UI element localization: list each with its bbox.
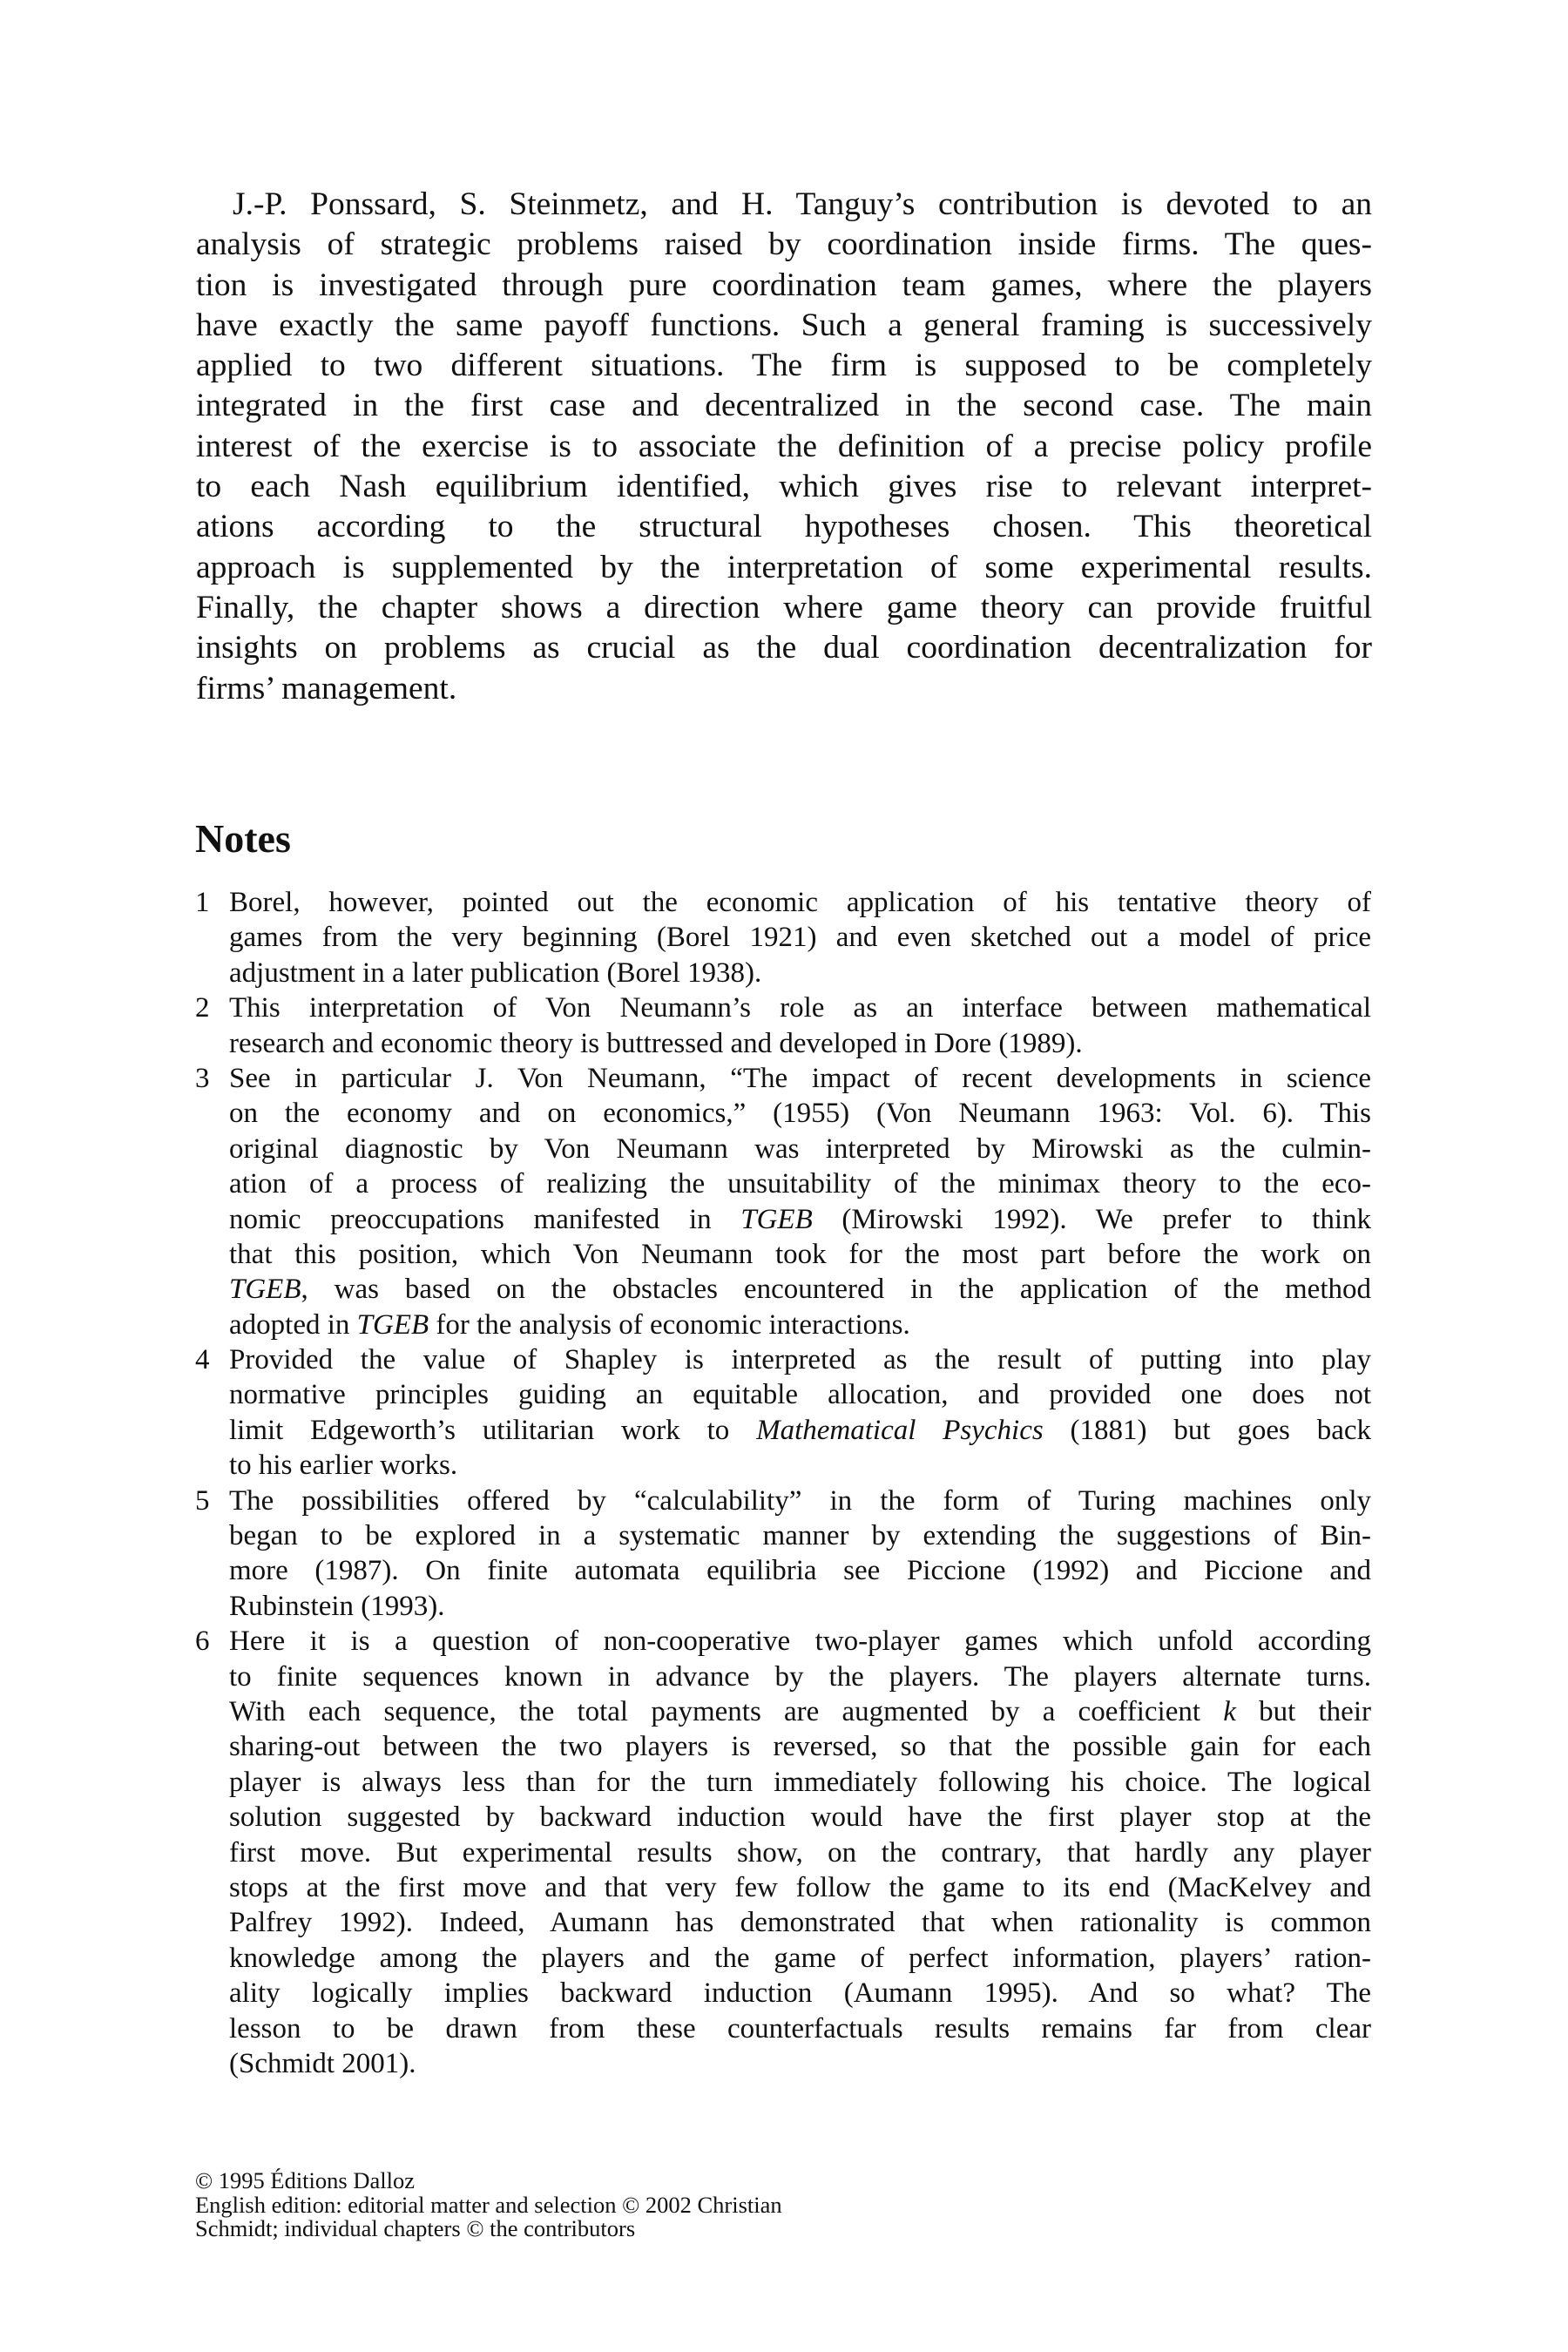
copyright-line: Schmidt; individual chapters © the contributors — [195, 2215, 636, 2241]
text-run: normative principles guiding an equitable allocation, and provided one does not — [229, 1379, 1371, 1411]
text-run: to finite sequences known in advance by the players. The players alternate turns. — [229, 1660, 1371, 1693]
text-run: insights on problems as crucial as the dual coordination decentralization for — [196, 630, 1372, 666]
text-line — [196, 467, 1372, 507]
text-run: The possibilities offered by “calculability” in the form of Turing machines only — [229, 1484, 1371, 1517]
text-run: firms’ management. — [196, 670, 457, 706]
text-line — [229, 1765, 1371, 1800]
text-run: games from the very beginning (Borel 1921) and even sketched out a model of price — [229, 922, 1371, 954]
text-run: Provided the value of Shapley is interpreted as the result of putting into play — [229, 1344, 1371, 1376]
text-line — [229, 990, 1371, 1025]
text-run: ality logically implies backward induction (Aumann 1995). And so what? The — [229, 1977, 1371, 2010]
text-line — [196, 669, 1372, 709]
text-line — [229, 1624, 1371, 1659]
text-run: adopted in — [229, 1308, 357, 1341]
text-run: adjustment in a later publication (Borel 1938). — [229, 956, 762, 989]
text-line — [229, 1870, 1371, 1905]
notes-list — [195, 885, 1371, 2081]
text-line — [229, 1308, 1371, 1342]
text-run: original diagnostic by Von Neumann was interpreted by Mirowski as the culmin- — [229, 1132, 1371, 1165]
text-line — [229, 1272, 1371, 1307]
text-line — [196, 588, 1372, 628]
text-line — [196, 225, 1372, 265]
note-text — [229, 990, 1371, 1061]
text-line — [229, 1413, 1371, 1448]
text-run: lesson to be drawn from these counterfactuals results remains far from clear — [229, 2012, 1371, 2044]
text-run: integrated in the first case and decentralized in the second case. The main — [196, 388, 1372, 424]
text-run: Palfrey 1992). Indeed, Aumann has demonstrated that when rationality is common — [229, 1907, 1371, 1939]
text-line — [196, 548, 1372, 588]
text-run: research and economic theory is buttressed and developed in Dore (1989). — [229, 1027, 1083, 1059]
text-line — [229, 1659, 1371, 1694]
text-line — [229, 1448, 1371, 1483]
text-run: Here it is a question of non-cooperative two-player games which unfold according — [229, 1625, 1371, 1658]
text-line — [229, 1694, 1371, 1729]
text-run: Borel, however, pointed out the economic application of his tentative theory of — [229, 887, 1371, 918]
text-run: to his earlier works. — [229, 1450, 458, 1482]
text-run: knowledge among the players and the game of perfect information, players’ ration- — [229, 1942, 1371, 1974]
note-text — [229, 1484, 1371, 1625]
text-line — [229, 1484, 1371, 1518]
text-run: tion is investigated through pure coordination team games, where the players — [196, 267, 1372, 303]
text-line — [229, 1061, 1371, 1096]
note-item — [195, 990, 1371, 1061]
text-run: on the economy and on economics,” (1955) (Von Neumann 1963: Vol. 6). This — [229, 1098, 1371, 1130]
note-number: 2 — [195, 992, 210, 1024]
text-run: have exactly the same payoff functions. Such a general framing is successively — [196, 307, 1372, 343]
text-run: With each sequence, the total payments are augmented by a coefficient — [229, 1695, 1224, 1727]
text-run: analysis of strategic problems raised by coordination inside firms. The ques- — [196, 226, 1372, 263]
text-line — [229, 1553, 1371, 1588]
text-run: solution suggested by backward induction would have the first player stop at the — [229, 1801, 1371, 1834]
text-run: interest of the exercise is to associate the definition of a precise policy profile — [196, 428, 1372, 464]
italic-title: TGEB — [356, 1308, 429, 1341]
text-run: began to be explored in a systematic manner by extending the suggestions of Bin- — [229, 1520, 1371, 1552]
copyright-notice — [195, 2169, 782, 2241]
note-number: 5 — [195, 1484, 210, 1517]
notes-heading: Notes — [195, 816, 291, 861]
text-line — [229, 1518, 1371, 1553]
text-line — [196, 427, 1372, 467]
text-run: approach is supplemented by the interpretation of some experimental results. — [196, 549, 1372, 585]
note-item — [195, 1342, 1371, 1484]
text-line — [229, 1941, 1371, 1976]
note-text — [229, 1061, 1371, 1342]
text-line — [196, 507, 1372, 547]
note-item — [195, 1484, 1371, 1625]
text-run: Finally, the chapter shows a direction where game theory can provide fruitful — [196, 589, 1372, 625]
text-line — [229, 956, 1371, 990]
italic-title: k — [1223, 1695, 1236, 1727]
text-line — [229, 2011, 1371, 2046]
note-text — [229, 1342, 1371, 1484]
copyright-line: © 1995 Éditions Dalloz — [195, 2167, 415, 2193]
text-line — [229, 1800, 1371, 1835]
text-line — [229, 1202, 1371, 1237]
text-line — [229, 1166, 1371, 1201]
text-line — [229, 1342, 1371, 1377]
text-line — [196, 266, 1372, 306]
text-line — [229, 1905, 1371, 1940]
note-number: 3 — [195, 1062, 210, 1094]
text-line — [229, 1132, 1371, 1166]
note-item — [195, 1061, 1371, 1342]
text-run: ations according to the structural hypotheses chosen. This theoretical — [196, 509, 1372, 545]
text-line — [196, 628, 1372, 668]
text-line — [229, 1026, 1371, 1061]
text-run: limit Edgeworth’s utilitarian work to — [229, 1414, 757, 1446]
text-line — [229, 1237, 1371, 1272]
text-line — [196, 346, 1372, 386]
text-line — [229, 1377, 1371, 1412]
text-run: for the analysis of economic interactions. — [429, 1308, 910, 1341]
text-run: but their — [1235, 1695, 1371, 1727]
text-run: first move. But experimental results show, on the contrary, that hardly any player — [229, 1836, 1371, 1869]
text-run: Rubinstein (1993). — [229, 1590, 445, 1622]
text-run: nomic preoccupations manifested in — [229, 1203, 741, 1235]
italic-title: TGEB — [740, 1203, 813, 1235]
text-line — [229, 885, 1371, 920]
text-run: See in particular J. Von Neumann, “The impact of recent developments in science — [229, 1062, 1371, 1094]
italic-title: Mathematical Psychics — [756, 1414, 1044, 1446]
text-run: applied to two different situations. The firm is supposed to be completely — [196, 348, 1372, 384]
text-line — [229, 2046, 1371, 2081]
text-line — [229, 920, 1371, 955]
text-line — [229, 1976, 1371, 2011]
note-number: 1 — [195, 887, 210, 918]
note-text — [229, 885, 1371, 990]
text-run: to each Nash equilibrium identified, which gives rise to relevant interpret- — [196, 469, 1372, 505]
text-line — [196, 386, 1372, 426]
text-run: sharing-out between the two players is reversed, so that the possible gain for each — [229, 1731, 1371, 1763]
text-run: player is always less than for the turn immediately following his choice. The logical — [229, 1766, 1371, 1798]
text-line — [196, 185, 1372, 225]
text-run: This interpretation of Von Neumann’s role as an interface between mathematical — [229, 992, 1371, 1024]
italic-title: TGEB — [229, 1274, 301, 1306]
copyright-line: English edition: editorial matter and selection © 2002 Christian — [195, 2191, 782, 2218]
text-line — [229, 1835, 1371, 1870]
note-item — [195, 1624, 1371, 2081]
text-run: more (1987). On finite automata equilibria see Piccione (1992) and Piccione and — [229, 1555, 1371, 1587]
text-run: ation of a process of realizing the unsuitability of the minimax theory to the eco- — [229, 1168, 1371, 1200]
text-line — [196, 306, 1372, 346]
text-run: , was based on the obstacles encountered in the application of the method — [301, 1274, 1371, 1306]
note-number: 6 — [195, 1625, 210, 1658]
text-run: that this position, which Von Neumann took for the most part before the work on — [229, 1238, 1371, 1270]
text-run: (Schmidt 2001). — [229, 2047, 416, 2079]
note-text — [229, 1624, 1371, 2081]
text-line — [229, 1096, 1371, 1131]
text-run: stops at the first move and that very few follow the game to its end (MacKelvey and — [229, 1871, 1371, 1903]
text-line — [229, 1589, 1371, 1624]
text-line — [229, 1729, 1371, 1764]
note-number: 4 — [195, 1344, 210, 1376]
body-paragraph — [196, 185, 1372, 709]
text-run: J.-P. Ponssard, S. Steinmetz, and H. Tanguy’s contribution is devoted to an — [233, 186, 1372, 222]
text-run: (Mirowski 1992). We prefer to think — [812, 1203, 1371, 1235]
note-item — [195, 885, 1371, 990]
text-run: (1881) but goes back — [1043, 1414, 1371, 1446]
